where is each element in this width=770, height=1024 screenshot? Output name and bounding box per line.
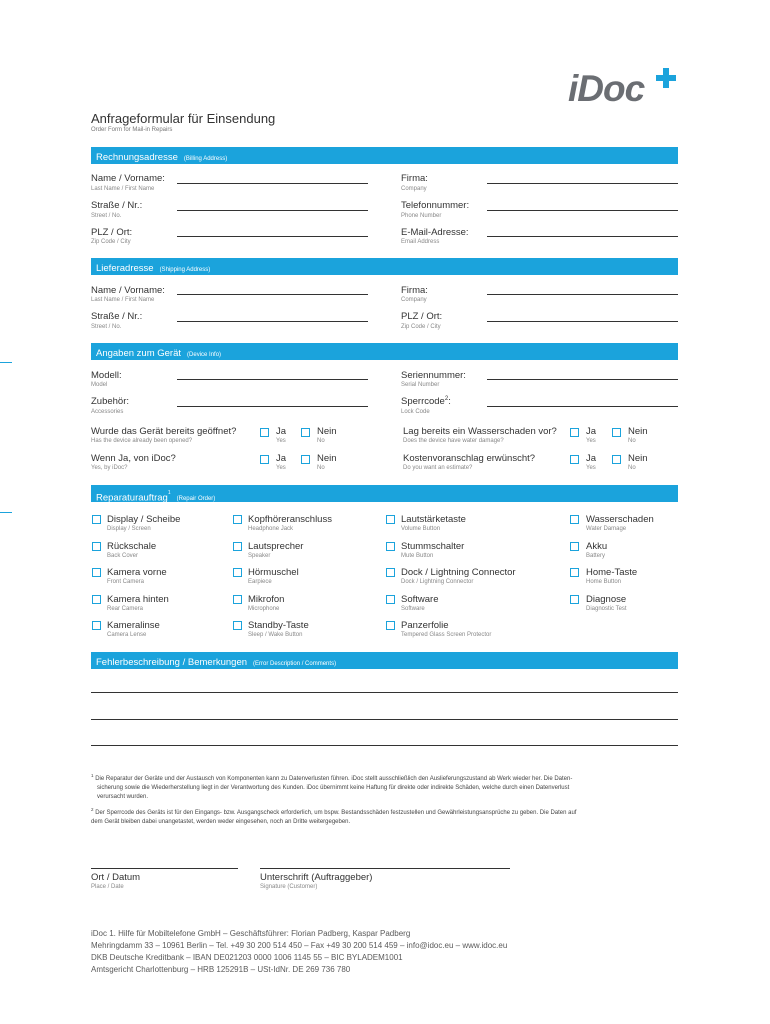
error-line-3[interactable] bbox=[91, 745, 678, 746]
section-subtitle: (Billing Address) bbox=[183, 156, 228, 162]
fold-mark-bottom bbox=[0, 512, 12, 513]
footnote-1 bbox=[91, 771, 681, 802]
repair-sub: Front Camera bbox=[107, 579, 145, 585]
repair-mute-checkbox[interactable] bbox=[386, 542, 395, 551]
yes-label: Ja bbox=[276, 453, 287, 464]
repair-label: Dock / Lightning Connector bbox=[401, 567, 516, 578]
repair-sub: Speaker bbox=[248, 553, 271, 559]
repair-sub: Software bbox=[401, 606, 425, 612]
logo-plus-icon bbox=[654, 66, 678, 90]
repair-label: Home-Taste bbox=[586, 567, 638, 578]
place-date-field[interactable] bbox=[91, 868, 238, 869]
repair-sub: Rear Camera bbox=[107, 606, 144, 612]
section-repair-header bbox=[91, 485, 678, 502]
billing-street-label: Straße / Nr.: bbox=[91, 200, 143, 211]
shipping-company-field[interactable] bbox=[487, 294, 678, 295]
repair-label: Kamera hinten bbox=[107, 594, 169, 605]
signature-field[interactable] bbox=[260, 868, 510, 869]
repair-label: Standby-Taste bbox=[248, 620, 309, 631]
shipping-street-field[interactable] bbox=[177, 321, 368, 322]
shipping-street-sub: Street / No. bbox=[91, 324, 122, 330]
repair-label: Kopfhöreranschluss bbox=[248, 514, 332, 525]
device-model-field[interactable] bbox=[177, 379, 368, 380]
repair-speaker-checkbox[interactable] bbox=[233, 542, 242, 551]
billing-email-label: E-Mail-Adresse: bbox=[401, 227, 469, 238]
device-model-label: Modell: bbox=[91, 370, 122, 381]
section-shipping-header bbox=[91, 258, 678, 275]
repair-microphone-checkbox[interactable] bbox=[233, 595, 242, 604]
footnote-text: sicherung sowie die Wiederherstellung liegt in der Verantwortung des Kunden. iDoc übernimmt keine Haftung für direkte oder indirekte Schäden, welche durch einen Datenverlust bbox=[97, 785, 570, 791]
repair-sub: Dock / Lightning Connector bbox=[401, 579, 474, 585]
billing-phone-field[interactable] bbox=[487, 210, 678, 211]
billing-company-label: Firma: bbox=[401, 173, 428, 184]
repair-earpiece-checkbox[interactable] bbox=[233, 568, 242, 577]
signature-label: Unterschrift (Auftraggeber) bbox=[260, 872, 373, 883]
shipping-zip-sub: Zip Code / City bbox=[401, 324, 441, 330]
repair-battery-checkbox[interactable] bbox=[570, 542, 579, 551]
footnote-number: 2 bbox=[91, 807, 94, 812]
repair-sub: Volume Button bbox=[401, 526, 441, 532]
billing-phone-label: Telefonnummer: bbox=[401, 200, 470, 211]
footnote-text: dem Gerät bleiben dabei unangetastet, werden weder eingesehen, noch an Dritte weitergegeben. bbox=[91, 819, 351, 825]
repair-label: Panzerfolie bbox=[401, 620, 449, 631]
opened-no-checkbox[interactable] bbox=[301, 428, 310, 437]
repair-label: Rückschale bbox=[107, 541, 157, 552]
repair-home-checkbox[interactable] bbox=[570, 568, 579, 577]
address-line: DKB Deutsche Kreditbank – IBAN DE021203 0000 1006 1145 55 – BIC BYLADEM1001 bbox=[91, 953, 403, 962]
shipping-zip-field[interactable] bbox=[487, 321, 678, 322]
page-title: Anfrageformular für Einsendung bbox=[91, 111, 276, 126]
repair-label: Software bbox=[401, 594, 439, 605]
device-lockcode-field[interactable] bbox=[487, 406, 678, 407]
device-accessories-sub: Accessories bbox=[91, 409, 124, 415]
no-label: Nein bbox=[628, 426, 648, 437]
question-estimate-label: Kostenvoranschlag erwünscht? bbox=[403, 453, 536, 464]
repair-sub: Headphone Jack bbox=[248, 526, 294, 532]
billing-street-field[interactable] bbox=[177, 210, 368, 211]
water-no-checkbox[interactable] bbox=[612, 428, 621, 437]
repair-volume-checkbox[interactable] bbox=[386, 515, 395, 524]
shipping-company-label: Firma: bbox=[401, 285, 428, 296]
repair-label: Kamera vorne bbox=[107, 567, 167, 578]
repair-sub: Display / Screen bbox=[107, 526, 151, 532]
question-by-idoc-sub: Yes, by iDoc? bbox=[91, 465, 128, 471]
shipping-name-label: Name / Vorname: bbox=[91, 285, 165, 296]
repair-label: Display / Scheibe bbox=[107, 514, 181, 525]
billing-zip-field[interactable] bbox=[177, 236, 368, 237]
repair-label: Stummschalter bbox=[401, 541, 465, 552]
repair-screen-protector-checkbox[interactable] bbox=[386, 621, 395, 630]
opened-yes-checkbox[interactable] bbox=[260, 428, 269, 437]
no-label: Nein bbox=[317, 453, 337, 464]
section-subtitle: (Device Info) bbox=[187, 352, 222, 358]
repair-sub: Camera Lense bbox=[107, 632, 147, 638]
logo bbox=[568, 70, 644, 107]
yes-sub: Yes bbox=[276, 465, 286, 471]
address-line: Amtsgericht Charlottenburg – HRB 125291B – USt-IdNr. DE 269 736 780 bbox=[91, 965, 351, 974]
device-lockcode-label bbox=[401, 396, 451, 407]
device-serial-sub: Serial Number bbox=[401, 382, 440, 388]
repair-sub: Sleep / Wake Button bbox=[248, 632, 303, 638]
question-water-label: Lag bereits ein Wasserschaden vor? bbox=[403, 426, 557, 437]
repair-sub: Microphone bbox=[248, 606, 280, 612]
billing-company-sub: Company bbox=[401, 186, 427, 192]
yes-sub: Yes bbox=[586, 465, 596, 471]
question-water-sub: Does the device have water damage? bbox=[403, 438, 504, 444]
repair-display-checkbox[interactable] bbox=[92, 515, 101, 524]
section-billing-header bbox=[91, 147, 678, 164]
by-idoc-no-checkbox[interactable] bbox=[301, 455, 310, 464]
repair-sub: Back Cover bbox=[107, 553, 139, 559]
section-title: Lieferadresse bbox=[96, 263, 154, 274]
device-serial-field[interactable] bbox=[487, 379, 678, 380]
billing-email-field[interactable] bbox=[487, 236, 678, 237]
estimate-yes-checkbox[interactable] bbox=[570, 455, 579, 464]
shipping-name-field[interactable] bbox=[177, 294, 368, 295]
yes-label: Ja bbox=[276, 426, 287, 437]
section-title: Rechnungsadresse bbox=[96, 152, 178, 163]
repair-software-checkbox[interactable] bbox=[386, 595, 395, 604]
yes-sub: Yes bbox=[586, 438, 596, 444]
repair-label: Diagnose bbox=[586, 594, 627, 605]
question-opened-sub: Has the device already been opened? bbox=[91, 438, 193, 444]
logo-text: iDoc bbox=[568, 68, 645, 109]
section-subtitle: (Repair Order) bbox=[176, 496, 216, 503]
footnote-number: 1 bbox=[91, 773, 94, 778]
address-line: Mehringdamm 33 – 10961 Berlin – Tel. +49 30 200 514 450 – Fax +49 30 200 514 459 – info@idoc.eu – www.idoc.eu bbox=[91, 941, 508, 950]
footnote-text: Die Reparatur der Geräte und der Austausch von Komponenten kann zu Datenverlusten führen. iDoc stellt ausschließlich den Auslieferungszustand ab Werk wieder her. Die Daten- bbox=[95, 776, 573, 782]
repair-label: Mikrofon bbox=[248, 594, 285, 605]
billing-phone-sub: Phone Number bbox=[401, 213, 442, 219]
device-model-sub: Model bbox=[91, 382, 108, 388]
repair-label: Akku bbox=[586, 541, 608, 552]
footnote-text: Der Sperrcode des Geräts ist für den Eingangs- bzw. Ausgangscheck erforderlich, um bspw. Bestandsschäden festzustellen und Gewährleistungsansprüche zu geben. Die Daten auf bbox=[95, 810, 577, 816]
section-title: Fehlerbeschreibung / Bemerkungen bbox=[96, 657, 248, 668]
by-idoc-yes-checkbox[interactable] bbox=[260, 455, 269, 464]
repair-back-cover-checkbox[interactable] bbox=[92, 542, 101, 551]
question-by-idoc-label: Wenn Ja, von iDoc? bbox=[91, 453, 176, 464]
shipping-zip-label: PLZ / Ort: bbox=[401, 311, 443, 322]
repair-label: Kameralinse bbox=[107, 620, 160, 631]
error-line-2[interactable] bbox=[91, 719, 678, 720]
estimate-no-checkbox[interactable] bbox=[612, 455, 621, 464]
repair-front-camera-checkbox[interactable] bbox=[92, 568, 101, 577]
water-yes-checkbox[interactable] bbox=[570, 428, 579, 437]
footnote-text: verursacht wurden. bbox=[97, 794, 149, 800]
repair-standby-checkbox[interactable] bbox=[233, 621, 242, 630]
no-label: Nein bbox=[317, 426, 337, 437]
repair-label: Hörmuschel bbox=[248, 567, 299, 578]
section-device-header bbox=[91, 343, 678, 360]
shipping-name-sub: Last Name / First Name bbox=[91, 297, 155, 303]
billing-name-sub: Last Name / First Name bbox=[91, 186, 155, 192]
repair-sub: Tempered Glass Screen Protector bbox=[401, 632, 492, 638]
no-label: Nein bbox=[628, 453, 648, 464]
footnote-ref: 2 bbox=[444, 396, 449, 402]
repair-dock-checkbox[interactable] bbox=[386, 568, 395, 577]
no-sub: No bbox=[628, 438, 636, 444]
no-sub: No bbox=[628, 465, 636, 471]
yes-sub: Yes bbox=[276, 438, 286, 444]
shipping-street-label: Straße / Nr.: bbox=[91, 311, 143, 322]
repair-sub: Earpiece bbox=[248, 579, 272, 585]
address-line: iDoc 1. Hilfe für Mobiltelefone GmbH – Geschäftsführer: Florian Padberg, Kaspar Padberg bbox=[91, 929, 411, 938]
repair-headphone-checkbox[interactable] bbox=[233, 515, 242, 524]
section-title: Reparaturauftrag bbox=[96, 492, 168, 504]
lockcode-colon: : bbox=[448, 396, 451, 408]
billing-zip-label: PLZ / Ort: bbox=[91, 227, 133, 238]
no-sub: No bbox=[317, 438, 325, 444]
section-errors-header bbox=[91, 652, 678, 669]
repair-sub: Home Button bbox=[586, 579, 622, 585]
signature-sub: Signature (Customer) bbox=[260, 884, 318, 890]
repair-sub: Battery bbox=[586, 553, 606, 559]
repair-sub: Water Damage bbox=[586, 526, 627, 532]
repair-diagnose-checkbox[interactable] bbox=[570, 595, 579, 604]
device-lockcode-sub: Lock Code bbox=[401, 409, 430, 415]
yes-label: Ja bbox=[586, 453, 597, 464]
device-accessories-label: Zubehör: bbox=[91, 396, 130, 407]
billing-street-sub: Street / No. bbox=[91, 213, 122, 219]
repair-water-checkbox[interactable] bbox=[570, 515, 579, 524]
repair-sub: Mute Button bbox=[401, 553, 434, 559]
section-title: Angaben zum Gerät bbox=[96, 348, 182, 359]
place-date-label: Ort / Datum bbox=[91, 872, 141, 883]
fold-mark-top bbox=[0, 362, 12, 363]
yes-label: Ja bbox=[586, 426, 597, 437]
footnote-2 bbox=[91, 805, 681, 827]
repair-label: Lautstärketaste bbox=[401, 514, 466, 525]
page-subtitle: Order Form for Mail-in Repairs bbox=[91, 127, 173, 133]
repair-label: Lautsprecher bbox=[248, 541, 304, 552]
section-subtitle: (Shipping Address) bbox=[159, 267, 211, 273]
billing-name-label: Name / Vorname: bbox=[91, 173, 165, 184]
billing-name-field[interactable] bbox=[177, 183, 368, 184]
question-estimate-sub: Do you want an estimate? bbox=[403, 465, 473, 471]
billing-email-sub: Email Address bbox=[401, 239, 440, 245]
billing-zip-sub: Zip Code / City bbox=[91, 239, 131, 245]
question-opened-label: Wurde das Gerät bereits geöffnet? bbox=[91, 426, 237, 437]
shipping-company-sub: Company bbox=[401, 297, 427, 303]
place-date-sub: Place / Date bbox=[91, 884, 124, 890]
repair-label: Wasserschaden bbox=[586, 514, 654, 525]
lockcode-text: Sperrcode bbox=[401, 396, 445, 408]
footnote-ref: 1 bbox=[167, 490, 171, 496]
billing-company-field[interactable] bbox=[487, 183, 678, 184]
repair-camera-lens-checkbox[interactable] bbox=[92, 621, 101, 630]
no-sub: No bbox=[317, 465, 325, 471]
company-address bbox=[91, 928, 507, 976]
repair-sub: Diagnostic Test bbox=[586, 606, 627, 612]
section-subtitle: (Error Description / Comments) bbox=[253, 661, 337, 667]
error-line-1[interactable] bbox=[91, 692, 678, 693]
repair-rear-camera-checkbox[interactable] bbox=[92, 595, 101, 604]
device-serial-label: Seriennummer: bbox=[401, 370, 466, 381]
device-accessories-field[interactable] bbox=[177, 406, 368, 407]
